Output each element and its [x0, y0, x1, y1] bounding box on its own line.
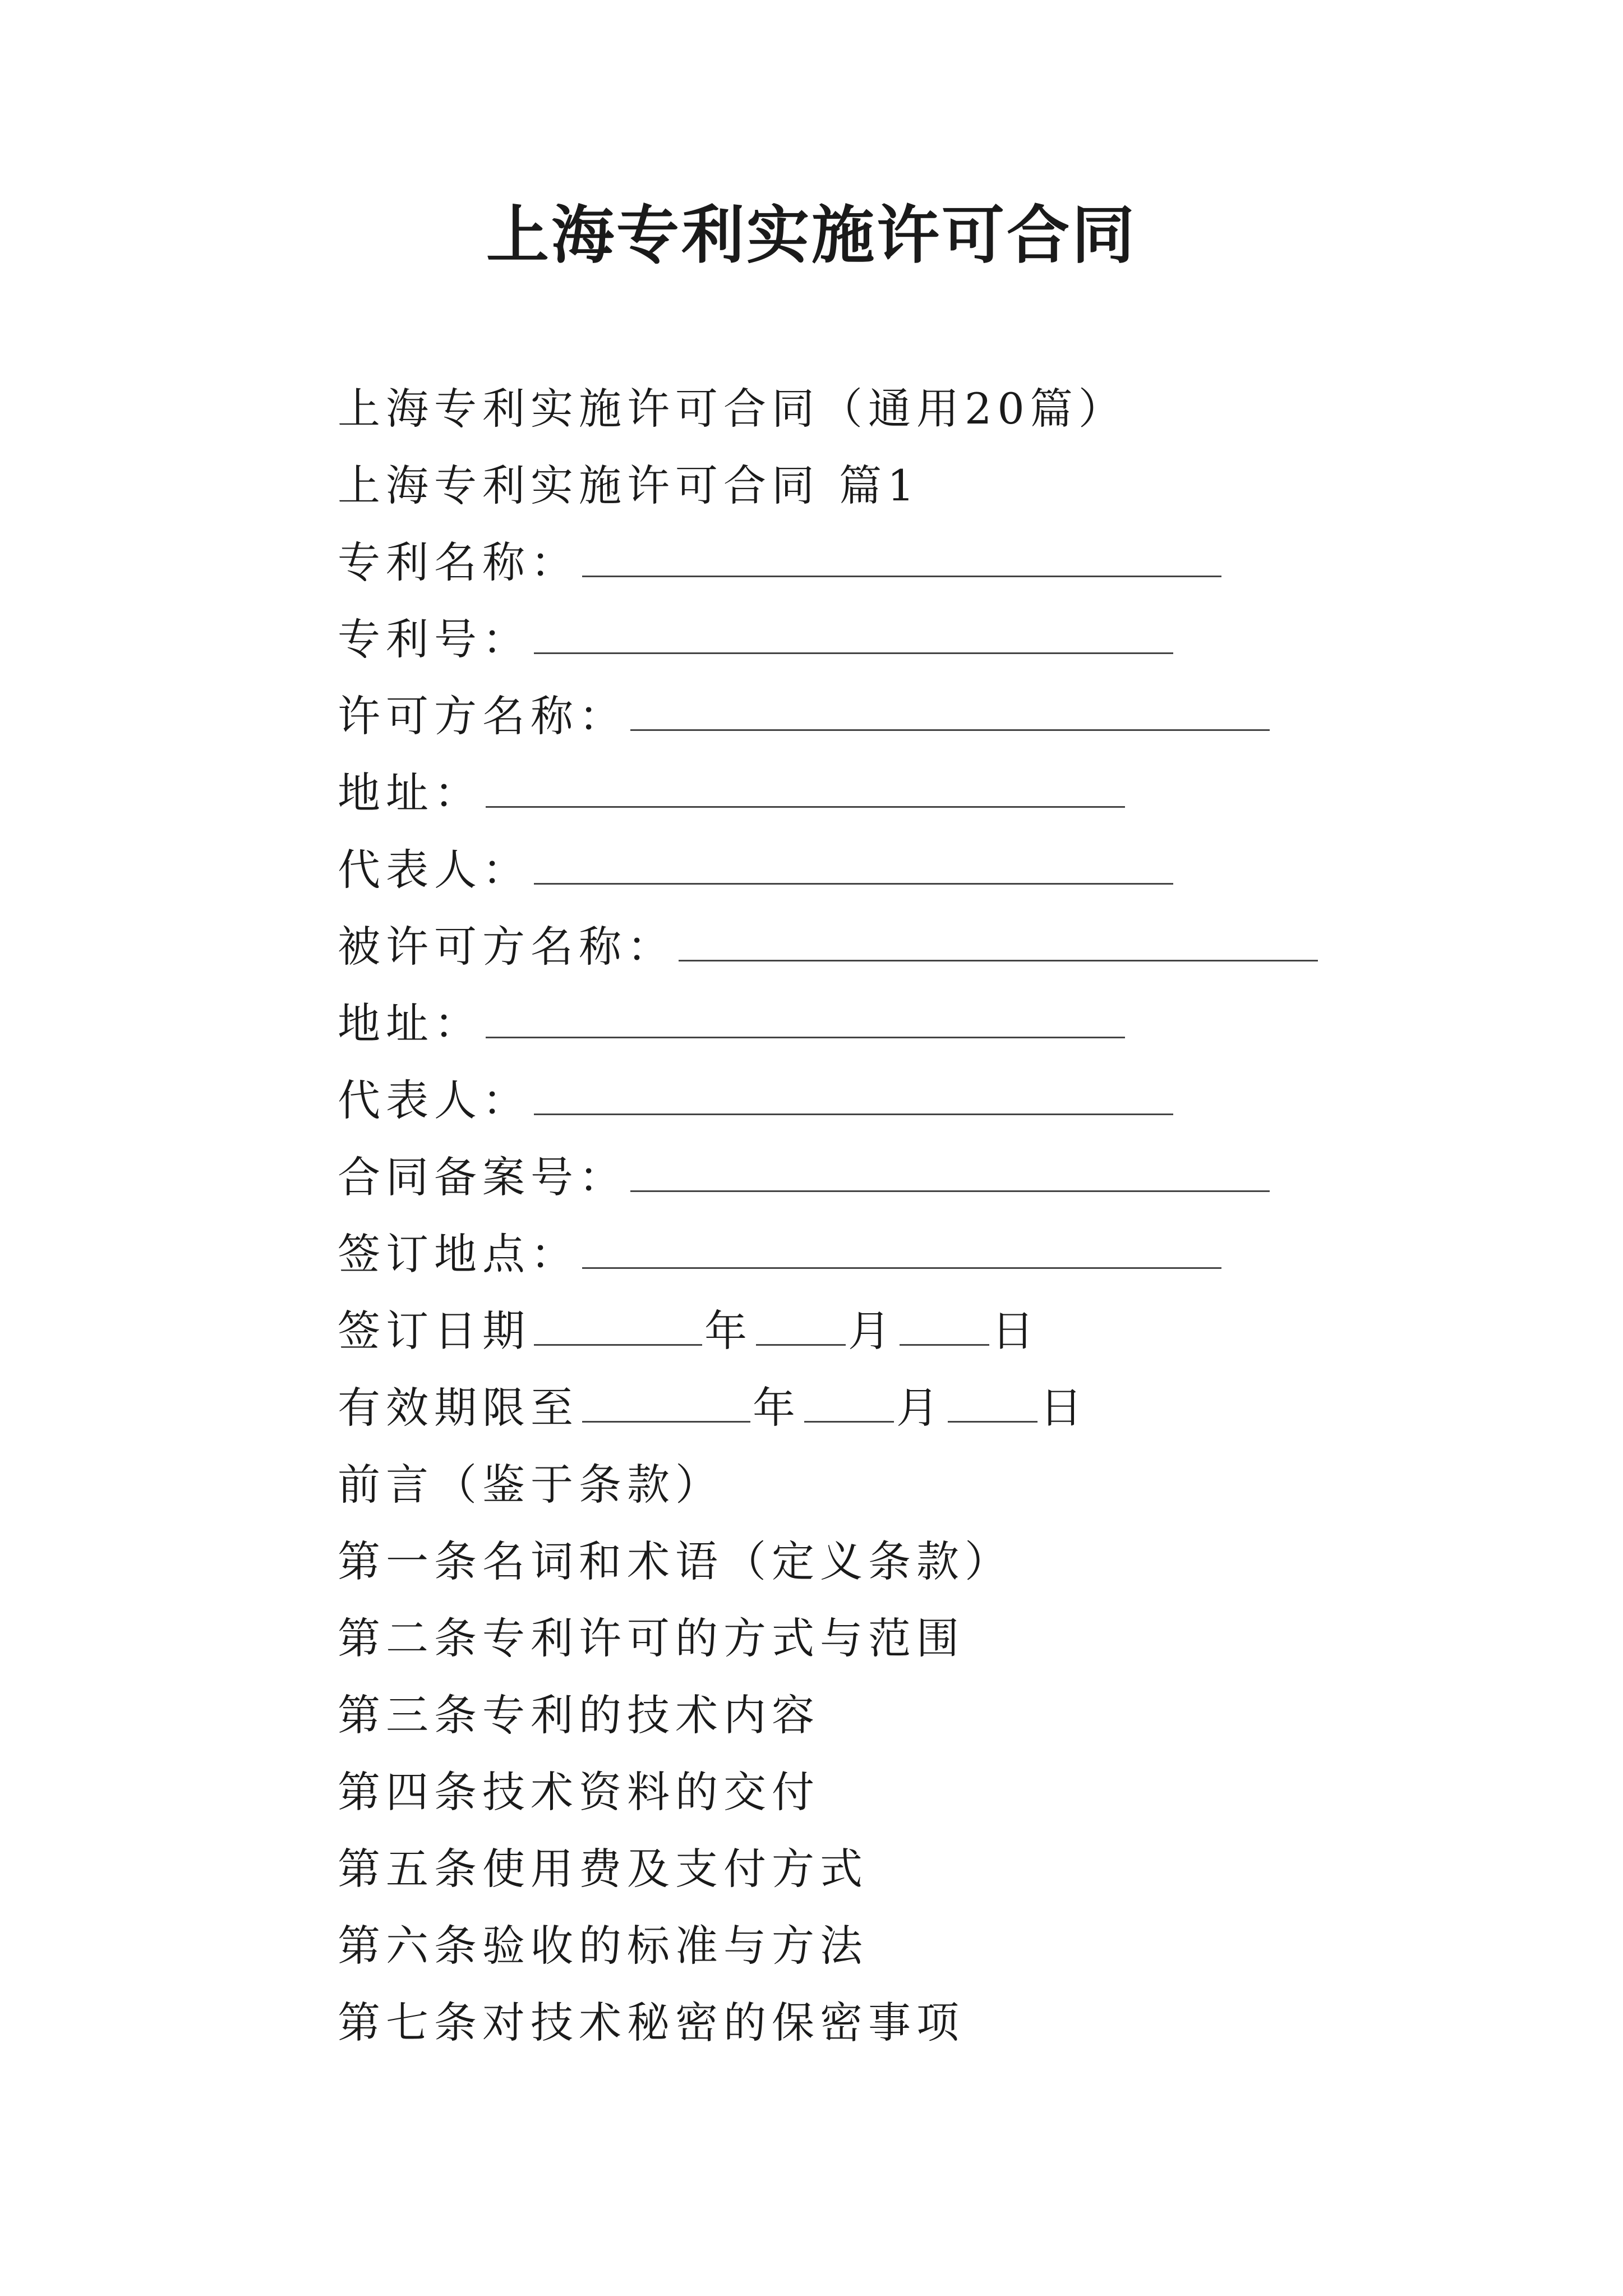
fill-blank — [534, 619, 1173, 654]
fill-blank — [630, 696, 1270, 731]
field-signing-place — [338, 1216, 1515, 1292]
field-label: 签订地点： — [338, 1229, 579, 1279]
fill-blank — [534, 849, 1173, 885]
clause-1: 第一条名词和术语（定义条款） — [338, 1536, 1013, 1586]
clause-6: 第六条验收的标准与方法 — [338, 1921, 868, 1971]
field-label: 地址： — [338, 768, 482, 818]
fill-blank — [582, 1234, 1221, 1269]
clause-4: 第四条技术资料的交付 — [338, 1767, 820, 1817]
fill-blank — [582, 1387, 750, 1423]
signing-date-line — [338, 1292, 1515, 1369]
field-label: 合同备案号： — [338, 1152, 627, 1202]
clause-7: 第七条对技术秘密的保密事项 — [338, 1998, 965, 2047]
fill-blank — [486, 772, 1125, 808]
field-label: 许可方名称： — [338, 691, 627, 741]
fill-blank — [679, 926, 1318, 961]
field-label: 专利号： — [338, 614, 531, 664]
fill-blank — [948, 1387, 1038, 1423]
fill-blank — [534, 1080, 1173, 1115]
field-patent-number — [338, 601, 1515, 678]
document-subtitle: 上海专利实施许可合同（通用20篇） — [338, 384, 1127, 434]
year-label: 年 — [704, 1306, 753, 1356]
day-label: 日 — [992, 1306, 1040, 1356]
fill-blank — [582, 542, 1221, 577]
field-licensor-representative — [338, 831, 1515, 908]
field-licensor-name — [338, 678, 1515, 754]
clause-5: 第五条使用费及支付方式 — [338, 1844, 868, 1894]
field-licensor-address — [338, 754, 1515, 831]
document-title: 上海专利实施许可合同 — [486, 199, 1137, 272]
month-label: 月 — [896, 1383, 944, 1433]
valid-until-line — [338, 1369, 1515, 1446]
field-label: 有效期限至 — [338, 1383, 579, 1433]
fill-blank — [804, 1387, 894, 1423]
clause-preamble: 前言（鉴于条款） — [338, 1460, 723, 1510]
field-label: 专利名称： — [338, 537, 579, 587]
field-label: 签订日期 — [338, 1306, 531, 1356]
field-licensee-representative — [338, 1062, 1515, 1139]
fill-blank — [486, 1003, 1125, 1038]
fill-blank — [900, 1310, 989, 1346]
field-licensee-name — [338, 908, 1515, 985]
fill-blank — [630, 1157, 1270, 1192]
clause-3: 第三条专利的技术内容 — [338, 1690, 820, 1740]
fill-blank — [756, 1310, 846, 1346]
fill-blank — [534, 1310, 702, 1346]
field-label: 地址： — [338, 999, 482, 1048]
field-label: 代表人： — [338, 845, 531, 895]
day-label: 日 — [1040, 1383, 1088, 1433]
document-body — [338, 370, 1515, 2061]
section-heading: 上海专利实施许可合同 篇1 — [338, 461, 920, 510]
year-label: 年 — [753, 1383, 801, 1433]
field-label: 代表人： — [338, 1075, 531, 1125]
field-patent-name — [338, 524, 1515, 601]
field-contract-record-number — [338, 1139, 1515, 1216]
field-licensee-address — [338, 985, 1515, 1062]
month-label: 月 — [848, 1306, 896, 1356]
field-label: 被许可方名称： — [338, 922, 675, 972]
clause-2: 第二条专利许可的方式与范围 — [338, 1613, 965, 1663]
